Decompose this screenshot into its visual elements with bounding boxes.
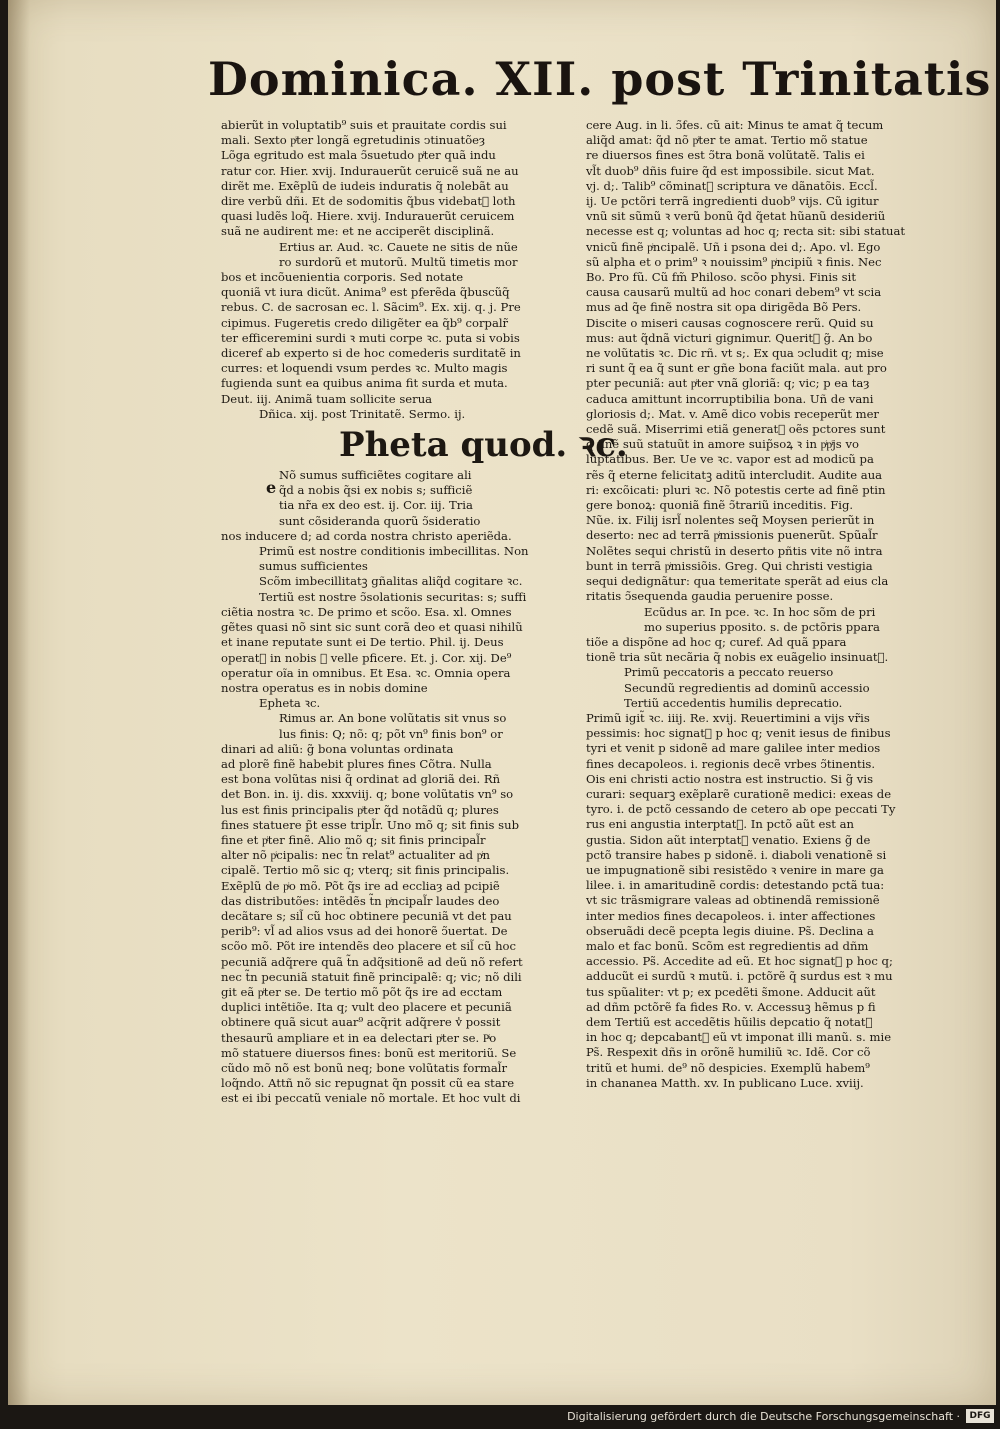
text-line: tyri et venit p sidonẽ ad mare galilee inter medios bbox=[586, 741, 881, 756]
text-line: dem Tertiũ est accedẽtis hũilis depcatio q̃ notatᷣ bbox=[586, 1014, 873, 1029]
text-line: adducũt ei surdũ ꝛ mutũ. i. pctõrẽ q̃ surdus est ꝛ mu bbox=[586, 969, 893, 984]
text-line: Rimus ar. An bone volũtatis sit vnus so bbox=[279, 711, 507, 726]
text-line: cipalẽ. Tertio mõ sic q; vterq; sit finis principalis. bbox=[221, 863, 510, 878]
text-line: vt sic trãsmigrare valeas ad obtinendã remissionẽ bbox=[586, 893, 880, 908]
text-line: nostra operatus es in nobis domine bbox=[221, 680, 428, 695]
text-line: nos inducere d; ad corda nostra christo aperiẽda. bbox=[221, 528, 512, 543]
text-line: pctõ transire habes p sidonẽ. i. diaboli venationẽ si bbox=[586, 847, 887, 862]
text-line: Lõga egritudo est mala ↄ̃suetudo pͥter quã indu bbox=[221, 148, 496, 163]
text-line: mõ statuere diuersos fines: bonũ est meritoriũ. Se bbox=[221, 1045, 517, 1060]
text-line: curari: sequarꝫ exẽplarẽ curationẽ medici: exeas de bbox=[586, 786, 892, 801]
text-line: mus: aut q̃dnã victuri gignimur. Queritᷣ g̃. An bo bbox=[586, 330, 873, 345]
text-line: est bona volũtas nisi q̃ ordinat ad gloriã dei. Rñ bbox=[221, 772, 501, 787]
text-line: det Bon. in. ij. dis. xxxviij. q; bone volũtatis vn⁹ so bbox=[221, 787, 514, 802]
text-line: perib⁹: vl̃ ad alios vsus ad dei honorẽ ↄ̃uertat. De bbox=[221, 924, 508, 939]
text-line: operatur oĩa in omnibus. Et Esa. ꝛc. Omnia opera bbox=[221, 665, 511, 680]
text-line: Nũe. ix. Filij isrl̃ nolentes seq̃ Moysen perierũt in bbox=[586, 513, 875, 528]
text-line: Deut. iij. Animã tuam sollicite serua bbox=[221, 391, 433, 406]
text-line: ad plorẽ finẽ habebit plures fines Cõtra. Nulla bbox=[221, 756, 492, 771]
right-text-column bbox=[586, 118, 938, 1091]
text-line: ad dñm pctõrẽ fa fides Ro. v. Accessuꝫ hẽmus p fi bbox=[586, 999, 876, 1014]
text-line: causa causarũ multũ ad hoc conari debem⁹ vt scia bbox=[586, 285, 882, 300]
text-line: bunt in terrã pͥmissiõis. Greg. Qui christi vestigia bbox=[586, 558, 873, 573]
text-line: q̃d a nobis q̃si ex nobis s; sufficiẽ bbox=[279, 483, 473, 498]
text-line: aliq̃d amat: q̃d nõ pͥter te amat. Tertio mõ statue bbox=[586, 133, 868, 148]
text-line: fines decapoleos. i. regionis decẽ vrbes ↄ̃tinentis. bbox=[586, 756, 876, 771]
text-line: vnicũ finẽ pͥncipalẽ. Uñ i psona dei d;. Apo. vl. Ego bbox=[586, 239, 881, 254]
text-line: vl̃t duob⁹ dñis fuire q̃d est impossibile. sicut Mat. bbox=[586, 163, 875, 178]
text-line: rus eni angustia interptatᷣ. In pctõ aũt est an bbox=[586, 817, 854, 832]
text-line: q̃ finẽ suũ statuũt in amore suip̃soꝝ ꝛ in pͥpͥjs vo bbox=[586, 437, 859, 452]
text-line: in hoc q; depcabantᷣ eũ vt imponat illi manũ. s. mie bbox=[586, 1030, 892, 1045]
footer-bar bbox=[0, 1405, 1000, 1429]
text-line: Tertiũ est nostre ↄ̃solationis securitas: s; suffi bbox=[259, 589, 527, 604]
text-line: pter pecuniã: aut pͥter vnã gloriã: q; vic; p ea taȝ bbox=[586, 376, 870, 391]
text-line: luptatibus. Ber. Ue ve ꝛc. vapor est ad modicũ pa bbox=[586, 452, 874, 467]
text-line: tiõe a dispõne ad hoc q; curef. Ad quã ppara bbox=[586, 634, 847, 649]
text-line: sunt cõsideranda quorũ ↄ̃sideratio bbox=[279, 513, 481, 528]
text-line: rẽs q̃ eterne felicitatꝫ aditũ intercludit. Audite aua bbox=[586, 467, 883, 482]
text-line: ij. Ue pctõri terrã ingredienti duob⁹ vijs. Cũ igitur bbox=[586, 194, 879, 209]
text-line: deserto: nec ad terrã pͥmissionis puenerũt. Spũal̃r bbox=[586, 528, 878, 543]
text-line: sumus sufficientes bbox=[259, 559, 368, 574]
left-text-column bbox=[221, 118, 628, 1107]
text-line: vj. d;. Talib⁹ cõminatᷣ scriptura ve dãnatõis. Eccl̃. bbox=[586, 178, 878, 193]
text-line: pessimis: hoc signatᷣ p hoc q; venit iesus de finibus bbox=[586, 726, 891, 741]
text-line: ue impugnationẽ sibi resistẽdo ꝛ venire in mare ga bbox=[586, 862, 884, 877]
text-line: decãtare s; sil̃ cũ hoc obtinere pecuniã vt det pau bbox=[221, 908, 512, 923]
text-line: gẽtes quasi nõ sint sic sunt corã deo et quasi nihilũ bbox=[221, 620, 523, 635]
text-line: fines statuere p̃t esse tripl̃r. Uno mõ q; sit finis sub bbox=[221, 817, 520, 832]
text-line: necesse est q; voluntas ad hoc q; recta sit: sibi statuat bbox=[586, 224, 906, 239]
text-line: Nolẽtes sequi christũ in deserto pñtis vite nõ intra bbox=[586, 543, 883, 558]
text-line: obseruãdi decẽ pcepta legis diuine. Ps̃. Declina a bbox=[586, 923, 874, 938]
text-line: lilee. i. in amaritudinẽ cordis: detestando pctã tua: bbox=[586, 878, 885, 893]
text-line: sũ alpha et o prim⁹ ꝛ nouissim⁹ pͥncipiũ ꝛ finis. Nec bbox=[586, 254, 882, 269]
text-line: inter medios fines decapoleos. i. inter affectiones bbox=[586, 908, 876, 923]
text-line: obtinere quã sicut auar⁹ acq̃rit adq̃rere v̾ possit bbox=[221, 1015, 501, 1030]
book-page bbox=[8, 0, 996, 1405]
text-line: mo superius pposito. s. de pctõris ppara bbox=[644, 619, 880, 634]
text-line: ro surdorũ et mutorũ. Multũ timetis mor bbox=[279, 254, 518, 269]
text-line: Ps̃. Respexit dñs in orõnẽ humiliũ ꝛc. Idẽ. Cor cõ bbox=[586, 1045, 871, 1060]
text-line: nec t̃n pecuniã statuit finẽ principalẽ: q; vic; nõ dili bbox=[221, 969, 522, 984]
text-line: tritũ et humi. de⁹ nõ despicies. Exemplũ habem⁹ bbox=[586, 1060, 870, 1075]
text-line: operatᷣ in nobis ꝛ velle pficere. Et. j. Cor. xij. De⁹ bbox=[221, 650, 512, 665]
text-line: accessio. Ps̃. Accedite ad eũ. Et hoc signatᷣ p hoc q; bbox=[586, 954, 893, 969]
text-line: cedẽ suã. Miserrimi etiã generatᷣ oẽs pctores sunt bbox=[586, 422, 886, 437]
text-line: duplici intẽtiõe. Ita q; vult deo placere et pecuniã bbox=[221, 1000, 512, 1015]
text-line: cũdo mõ nõ est bonũ neq; bone volũtatis formal̃r bbox=[221, 1060, 508, 1075]
text-line: lus est finis principalis pͥter q̃d notãdũ q; plures bbox=[221, 802, 499, 817]
text-line: dire verbũ dñi. Et de sodomitis q̃bus videbatᷣ loth bbox=[221, 194, 516, 209]
text-line: dinari ad aliũ: g̃ bona voluntas ordinata bbox=[221, 741, 454, 756]
text-line: lus finis: Q; nõ: q; põt vn⁹ finis bon⁹ or bbox=[279, 726, 503, 741]
text-line: Primũ igit̃ ꝛc. iiij. Re. xvij. Reuertimini a vijs vr̃is bbox=[586, 710, 870, 725]
text-line: diceref ab experto si de hoc comederis surditatẽ in bbox=[221, 346, 521, 361]
section-title: Pheta quod. ꝛc. bbox=[339, 425, 628, 466]
text-line: vnũ sit sũmũ ꝛ verũ bonũ q̃d q̃etat hũanũ desideriũ bbox=[586, 209, 886, 224]
text-line: gustia. Sidon aũt interptatᷣ venatio. Exiens g̃ de bbox=[586, 832, 871, 847]
text-line: tionẽ tria sũt necãria q̃ nobis ex euãgelio insinuatᷣ. bbox=[586, 650, 889, 665]
text-line: Tertiũ accedentis humilis deprecatio. bbox=[624, 695, 843, 710]
text-line: caduca amittunt incorruptibilia bona. Uñ de vani bbox=[586, 391, 874, 406]
text-line: Scõm imbecillitatꝫ gñalitas aliq̃d cogitare ꝛc. bbox=[259, 574, 523, 589]
text-line: git eã pͥter se. De tertio mõ põt q̃s ire ad ecctam bbox=[221, 984, 503, 999]
dfg-logo: DFG bbox=[966, 1409, 994, 1423]
text-line: alter nõ pͥcipalis: nec t̃n relat⁹ actualiter ad pͥn bbox=[221, 848, 491, 863]
text-line: abierũt in voluptatib⁹ suis et prauitate cordis sui bbox=[221, 118, 507, 132]
text-line: re diuersos fines est ↄ̃tra bonã volũtatẽ. Talis ei bbox=[586, 148, 865, 163]
text-line: tus spũaliter: vt p; ex pcedẽti s̃mone. Adducit aũt bbox=[586, 984, 876, 999]
text-line: Exẽplũ de pͥo mõ. Põt q̃s ire ad eccliaȝ ad pcipiẽ bbox=[221, 878, 500, 893]
text-line: mus ad q̃e finẽ nostra sit opa dirigẽda Bõ Pers. bbox=[586, 300, 862, 315]
text-line: bos et incõuenientia corporis. Sed notate bbox=[221, 270, 464, 285]
text-line: gere bonoꝝ: quoniã finẽ ↄ̃trariũ inceditis. Fig. bbox=[586, 498, 854, 513]
text-line: Bo. Pro fũ. Cũ fm̃ Philoso. scõo physi. Finis sit bbox=[586, 270, 856, 285]
text-line: et inane reputate sunt ei De tertio. Phil. ij. Deus bbox=[221, 635, 504, 650]
text-line: Dñica. xij. post Trinitatẽ. Sermo. ij. bbox=[259, 406, 466, 421]
text-line: scõo mõ. Põt ire intendẽs deo placere et sil̃ cũ hoc bbox=[221, 939, 517, 954]
text-line: loq̃ndo. Attñ nõ sic repugnat q̃n possit cũ ea stare bbox=[221, 1076, 515, 1091]
running-head: Dominica. XII. post Trinitatis bbox=[208, 52, 992, 106]
text-line: rebus. C. de sacrosan ec. l. Sãcim⁹. Ex. xij. q. j. Pre bbox=[221, 300, 521, 315]
text-line: quoniã vt iura dicũt. Anima⁹ est pferẽda q̃buscũq̃ bbox=[221, 285, 510, 300]
text-line: pecuniã adq̃rere quã t̃n adq̃sitionẽ ad deũ nõ refert bbox=[221, 954, 523, 969]
text-line: Epheta ꝛc. bbox=[259, 696, 321, 711]
text-line: das distributões: intẽdẽs t̃n pͥncipal̃r laudes deo bbox=[221, 893, 500, 908]
text-line: Primũ est nostre conditionis imbecillitas. Non bbox=[259, 544, 529, 559]
text-line: Nõ sumus sufficiẽtes cogitare ali bbox=[279, 468, 472, 483]
text-line: Secundũ regredientis ad dominũ accessio bbox=[624, 680, 870, 695]
text-line: ritatis ↄ̃sequenda gaudia peruenire posse. bbox=[586, 589, 834, 604]
text-line: curres: et loquendi vsum perdes ꝛc. Multo magis bbox=[221, 361, 508, 376]
text-line: quasi ludẽs loq̃. Hiere. xvij. Indurauerũt ceruicem bbox=[221, 209, 515, 224]
text-line: ratur cor. Hier. xvij. Indurauerũt ceruicẽ suã ne au bbox=[221, 163, 519, 178]
text-line: tia nr̃a ex deo est. ij. Cor. iij. Tria bbox=[279, 498, 473, 513]
text-line: ciẽtia nostra ꝛc. De primo et scõo. Esa. xl. Omnes bbox=[221, 604, 512, 619]
text-line: Ois eni christi actio nostra est instructio. Si g̃ vis bbox=[586, 771, 874, 786]
funding-credit: Digitalisierung gefördert durch die Deutsche Forschungsgemeinschaft · bbox=[567, 1410, 960, 1423]
text-line: dirẽt me. Exẽplũ de iudeis induratis q̃ nolebãt au bbox=[221, 178, 509, 193]
text-line: cere Aug. in li. ↄ̃fes. cũ ait: Minus te amat q̃ tecum bbox=[586, 118, 884, 132]
text-line: sequi dedignãtur: qua temeritate sperãt ad eius cla bbox=[586, 574, 889, 589]
text-line: cipimus. Fugeretis credo diligẽter ea q̃b⁹ corpalr̃ bbox=[221, 315, 509, 330]
text-line: Discite o miseri causas cognoscere rerũ. Quid su bbox=[586, 315, 874, 330]
text-line: fine et pͥter finẽ. Alio mõ q; sit finis principal̃r bbox=[221, 832, 486, 847]
text-line: fugienda sunt ea quibus anima fit surda et muta. bbox=[221, 376, 508, 391]
text-line: ri sunt q̃ ea q̃ sunt er gñe bona faciũt mala. aut pro bbox=[586, 361, 887, 376]
text-line: mali. Sexto pͥter longã egretudinis ↄtinuatõeȝ bbox=[221, 133, 486, 148]
text-line: est ei ibi peccatũ veniale nõ mortale. Et hoc vult di bbox=[221, 1091, 521, 1106]
text-line: tyro. i. de pctõ cessando de cetero ab ope peccati Ty bbox=[586, 802, 896, 817]
text-line: ne volũtatis ꝛc. Dic rñ. vt s;. Ex qua ↄcludit q; mise bbox=[586, 346, 884, 361]
text-line: gloriosis d;. Mat. v. Amẽ dico vobis receperũt mer bbox=[586, 406, 879, 421]
text-line: Ertius ar. Aud. ꝛc. Cauete ne sitis de nũe bbox=[279, 239, 518, 254]
text-line: malo et fac bonũ. Scõm est regredientis ad dñm bbox=[586, 938, 869, 953]
text-line: in chananea Matth. xv. In publicano Luce. xviij. bbox=[586, 1075, 864, 1090]
text-line: thesaurũ ampliare et in ea delectari pͥter se. Pͥo bbox=[221, 1030, 497, 1045]
text-line: ter efficeremini surdi ꝛ muti corpe ꝛc. puta si vobis bbox=[221, 330, 520, 345]
text-line: ri: excõicati: pluri ꝛc. Nõ potestis certe ad finẽ ptin bbox=[586, 482, 886, 497]
initial-letter: e bbox=[266, 478, 277, 497]
text-line: Ecũdus ar. In pce. ꝛc. In hoc sõm de pri bbox=[644, 604, 876, 619]
text-line: Primũ peccatoris a peccato reuerso bbox=[624, 665, 834, 680]
text-line: suã ne audirent me: et ne acciperẽt disciplinã. bbox=[221, 224, 495, 239]
